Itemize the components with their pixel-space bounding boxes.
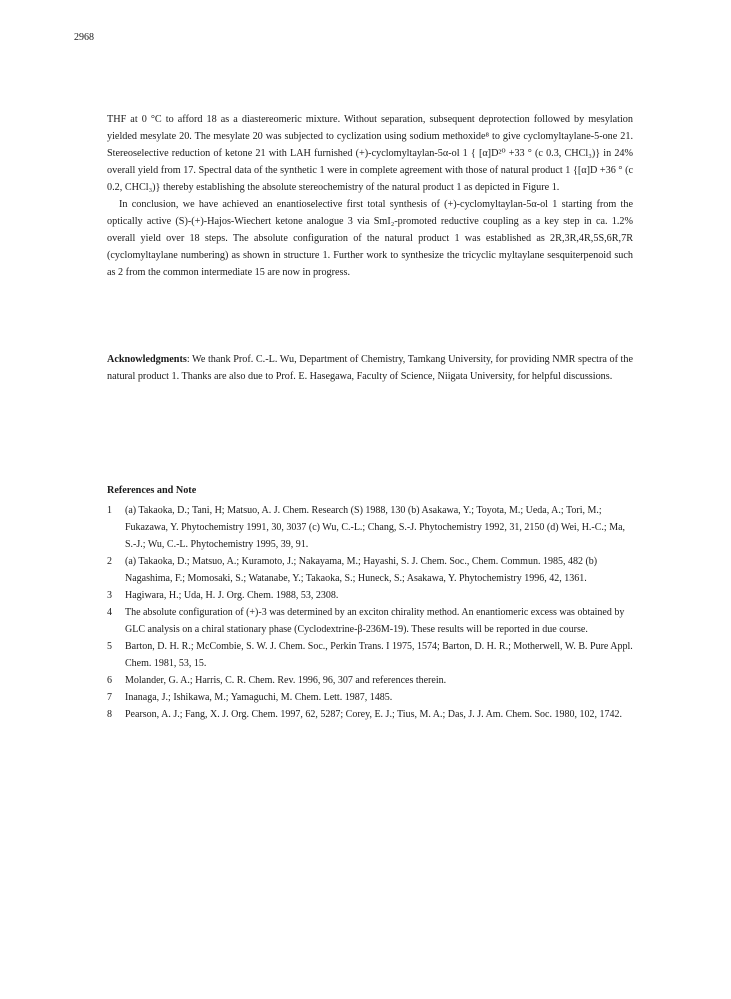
reference-number: 1 xyxy=(107,505,112,516)
references-heading: References and Note xyxy=(107,485,197,496)
reference-text: (a) Takaoka, D.; Tani, H; Matsuo, A. J. Chem. Research (S) 1988, 130 (b) Asakawa, Y.; Toyota, M.; Ueda, A.; Tori, M.; Fukazawa, Y. Phytochemistry 1991, 30, 3037 (c) Wu, C.-L.; Chang, S.-J. Phytochemistry 1992, 31, 2150 (d) Wei, H.-C.; Ma, S.-J.; Wu, C.-L. Phytochemistry 1995, 39, 91. xyxy=(125,505,626,550)
reference-text: Hagiwara, H.; Uda, H. J. Org. Chem. 1988, 53, 2308. xyxy=(125,590,339,601)
reference-text: Molander, G. A.; Harris, C. R. Chem. Rev. 1996, 96, 307 and references therein. xyxy=(125,675,447,686)
reference-number: 2 xyxy=(107,556,112,567)
reference-text: Inanaga, J.; Ishikawa, M.; Yamaguchi, M. Chem. Lett. 1987, 1485. xyxy=(125,692,393,703)
reference-item xyxy=(107,553,635,587)
reference-text: (a) Takaoka, D.; Matsuo, A.; Kuramoto, J.; Nakayama, M.; Hayashi, S. J. Chem. Soc., Chem. Commun. 1985, 482 (b) Nagashima, F.; Momosaki, S.; Watanabe, Y.; Takaoka, S.; Huneck, S.; Asakawa, Y. Phytochemistry 1996, 42, 1361. xyxy=(125,556,598,584)
reference-item xyxy=(107,706,635,723)
body-text xyxy=(107,111,633,281)
reference-text: The absolute configuration of (+)-3 was determined by an exciton chirality method. An enantiomeric excess was obtained by GLC analysis on a chiral stationary phase (Cyclodextrine-β-236M-19). These results will be reported in due course. xyxy=(125,607,625,635)
reference-number: 5 xyxy=(107,641,112,652)
reference-number: 7 xyxy=(107,692,112,703)
reference-number: 4 xyxy=(107,607,112,618)
reference-item xyxy=(107,502,635,553)
paragraph-1: THF at 0 °C to afford 18 as a diastereomeric mixture. Without separation, subsequent deprotection followed by mesylation yielded mesylate 20. The mesylate 20 was subjected to cyclization using sodium methoxide⁸ to give cyclomyltaylane-5-one 21. Stereoselective reduction of ketone 21 with LAH furnished (+)-cyclomyltaylan-5α-ol 1 { [α]D²⁰ +33 ° (c 0.3, CHCl₃)} in 24% overall yield from 17. Spectral data of the synthetic 1 were in complete agreement with those of natural product 1 {[α]D +36 ° (c 0.2, CHCl₃)} thereby establishing the absolute stereochemistry of the natural product 1 as depicted in Figure 1. xyxy=(107,114,633,193)
reference-number: 6 xyxy=(107,675,112,686)
acknowledgments-heading: Acknowledgments xyxy=(107,354,187,365)
reference-list xyxy=(107,502,635,723)
reference-number: 8 xyxy=(107,709,112,720)
acknowledgments xyxy=(107,351,633,385)
reference-item xyxy=(107,638,635,672)
reference-item xyxy=(107,587,635,604)
page-number: 2968 xyxy=(74,32,94,43)
reference-text: Barton, D. H. R.; McCombie, S. W. J. Chem. Soc., Perkin Trans. I 1975, 1574; Barton, D. H. R.; Motherwell, W. B. Pure Appl. Chem. 1981, 53, 15. xyxy=(125,641,633,669)
reference-text: Pearson, A. J.; Fang, X. J. Org. Chem. 1997, 62, 5287; Corey, E. J.; Tius, M. A.; Das, J. J. Am. Chem. Soc. 1980, 102, 1742. xyxy=(125,709,622,720)
paragraph-2: In conclusion, we have achieved an enantioselective first total synthesis of (+)-cyclomyltaylan-5α-ol 1 starting from the optically active (S)-(+)-Hajos-Wiechert ketone analogue 3 via SmI₂-promoted reductive coupling as a key step in ca. 1.2% overall yield over 18 steps. The absolute configuration of the natural product 1 was established as 2R,3R,4R,5S,6R,7R (cyclomyltaylane numbering) as shown in structure 1. Further work to synthesize the tricyclic myltaylane sesquiterpenoid such as 2 from the common intermediate 15 are now in progress. xyxy=(107,199,633,278)
reference-item xyxy=(107,689,635,706)
acknowledgments-text: : We thank Prof. C.-L. Wu, Department of Chemistry, Tamkang University, for providing NMR spectra of the natural product 1. Thanks are also due to Prof. E. Hasegawa, Faculty of Science, Niigata University, for helpful discussions. xyxy=(107,354,633,382)
reference-number: 3 xyxy=(107,590,112,601)
reference-item xyxy=(107,604,635,638)
reference-item xyxy=(107,672,635,689)
